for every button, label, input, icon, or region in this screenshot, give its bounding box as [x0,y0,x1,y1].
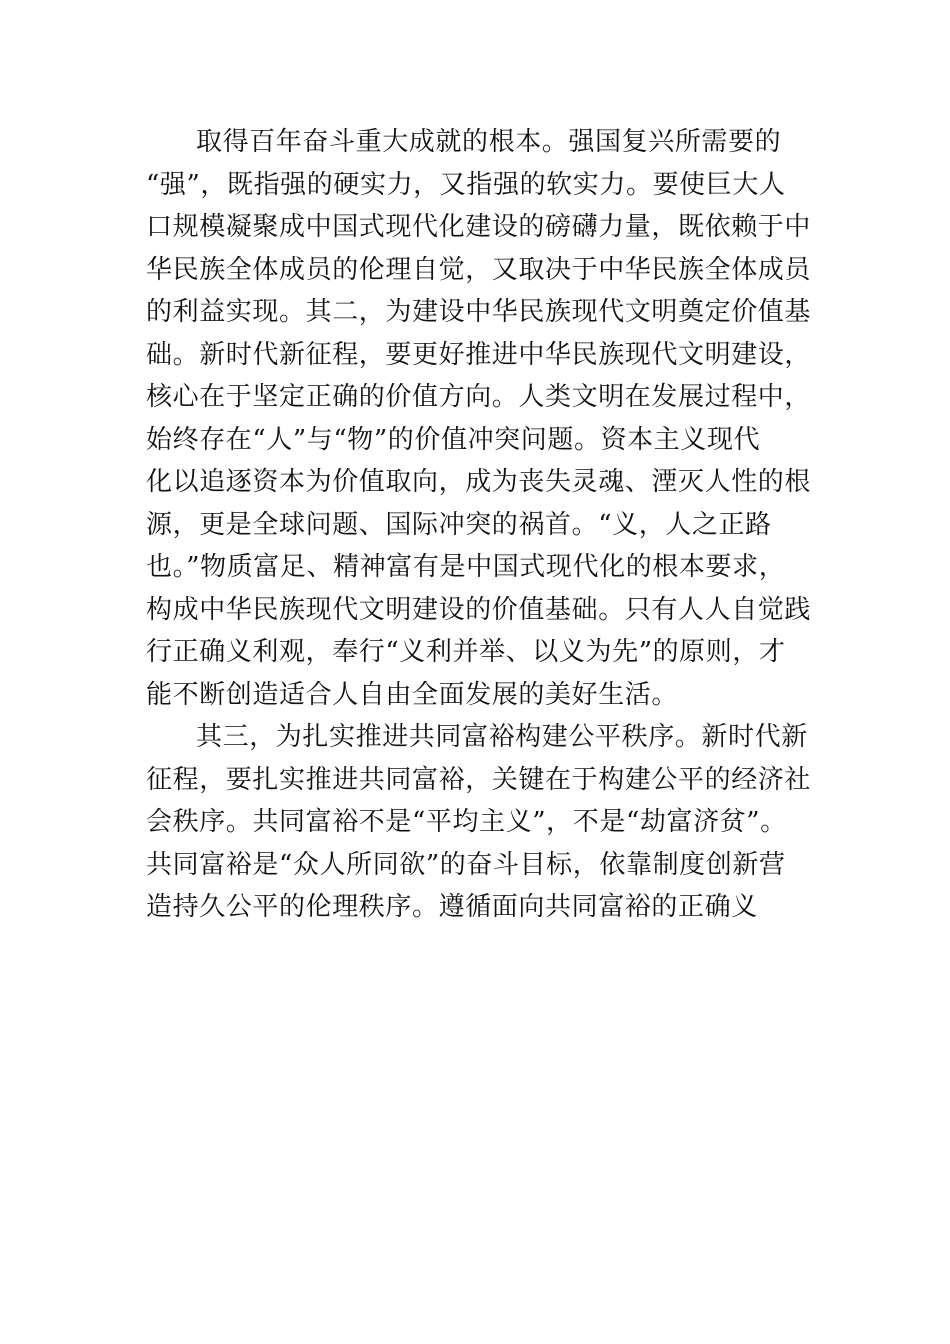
text-line: 也。”物质富足、精神富有是中国式现代化的根本要求， [146,552,786,582]
text-line: 能不断创造适合人自由全面发展的美好生活。 [146,679,679,710]
paragraph [146,121,812,716]
text-line: 核心在于坚定正确的价值方向。人类文明在发展过程中， [146,382,812,412]
text-line: 行正确义利观，奉行“义利并举、以义为先”的原则，才 [146,637,786,667]
text-line: 化以追逐资本为价值取向，成为丧失灵魂、湮灭人性的根 [146,467,812,497]
text-line: 源，更是全球问题、国际冲突的祸首。“义，人之正路 [146,509,772,540]
text-line: 其三，为扎实推进共同富裕构建公平秩序。新时代新 [196,722,808,752]
text-line: 构成中华民族现代文明建设的价值基础。只有人人自觉践 [146,594,812,625]
text-line: 始终存在“人”与“物”的价值冲突问题。资本主义现代 [146,424,761,455]
text-line: 造持久公平的伦理秩序。遵循面向共同富裕的正确义 [146,892,758,922]
text-line: 共同富裕是“众人所同欲”的奋斗目标，依靠制度创新营 [146,849,786,880]
text-line: 征程，要扎实推进共同富裕，关键在于构建公平的经济社 [146,764,812,795]
text-line: “强”，既指强的硬实力，又指强的软实力。要使巨大人 [146,169,786,200]
text-line: 础。新时代新征程，要更好推进中华民族现代文明建设， [146,339,812,370]
text-line: 华民族全体成员的伦理自觉，又取决于中华民族全体成员 [146,254,812,285]
paragraph [146,716,812,929]
body-text [146,121,812,929]
text-line: 取得百年奋斗重大成就的根本。强国复兴所需要的 [196,127,782,157]
text-line: 会秩序。共同富裕不是“平均主义”，不是“劫富济贫”。 [146,807,787,837]
text-line: 口规模凝聚成中国式现代化建设的磅礴力量，既依赖于中 [146,212,812,242]
text-line: 的利益实现。其二，为建设中华民族现代文明奠定价值基 [146,297,812,327]
